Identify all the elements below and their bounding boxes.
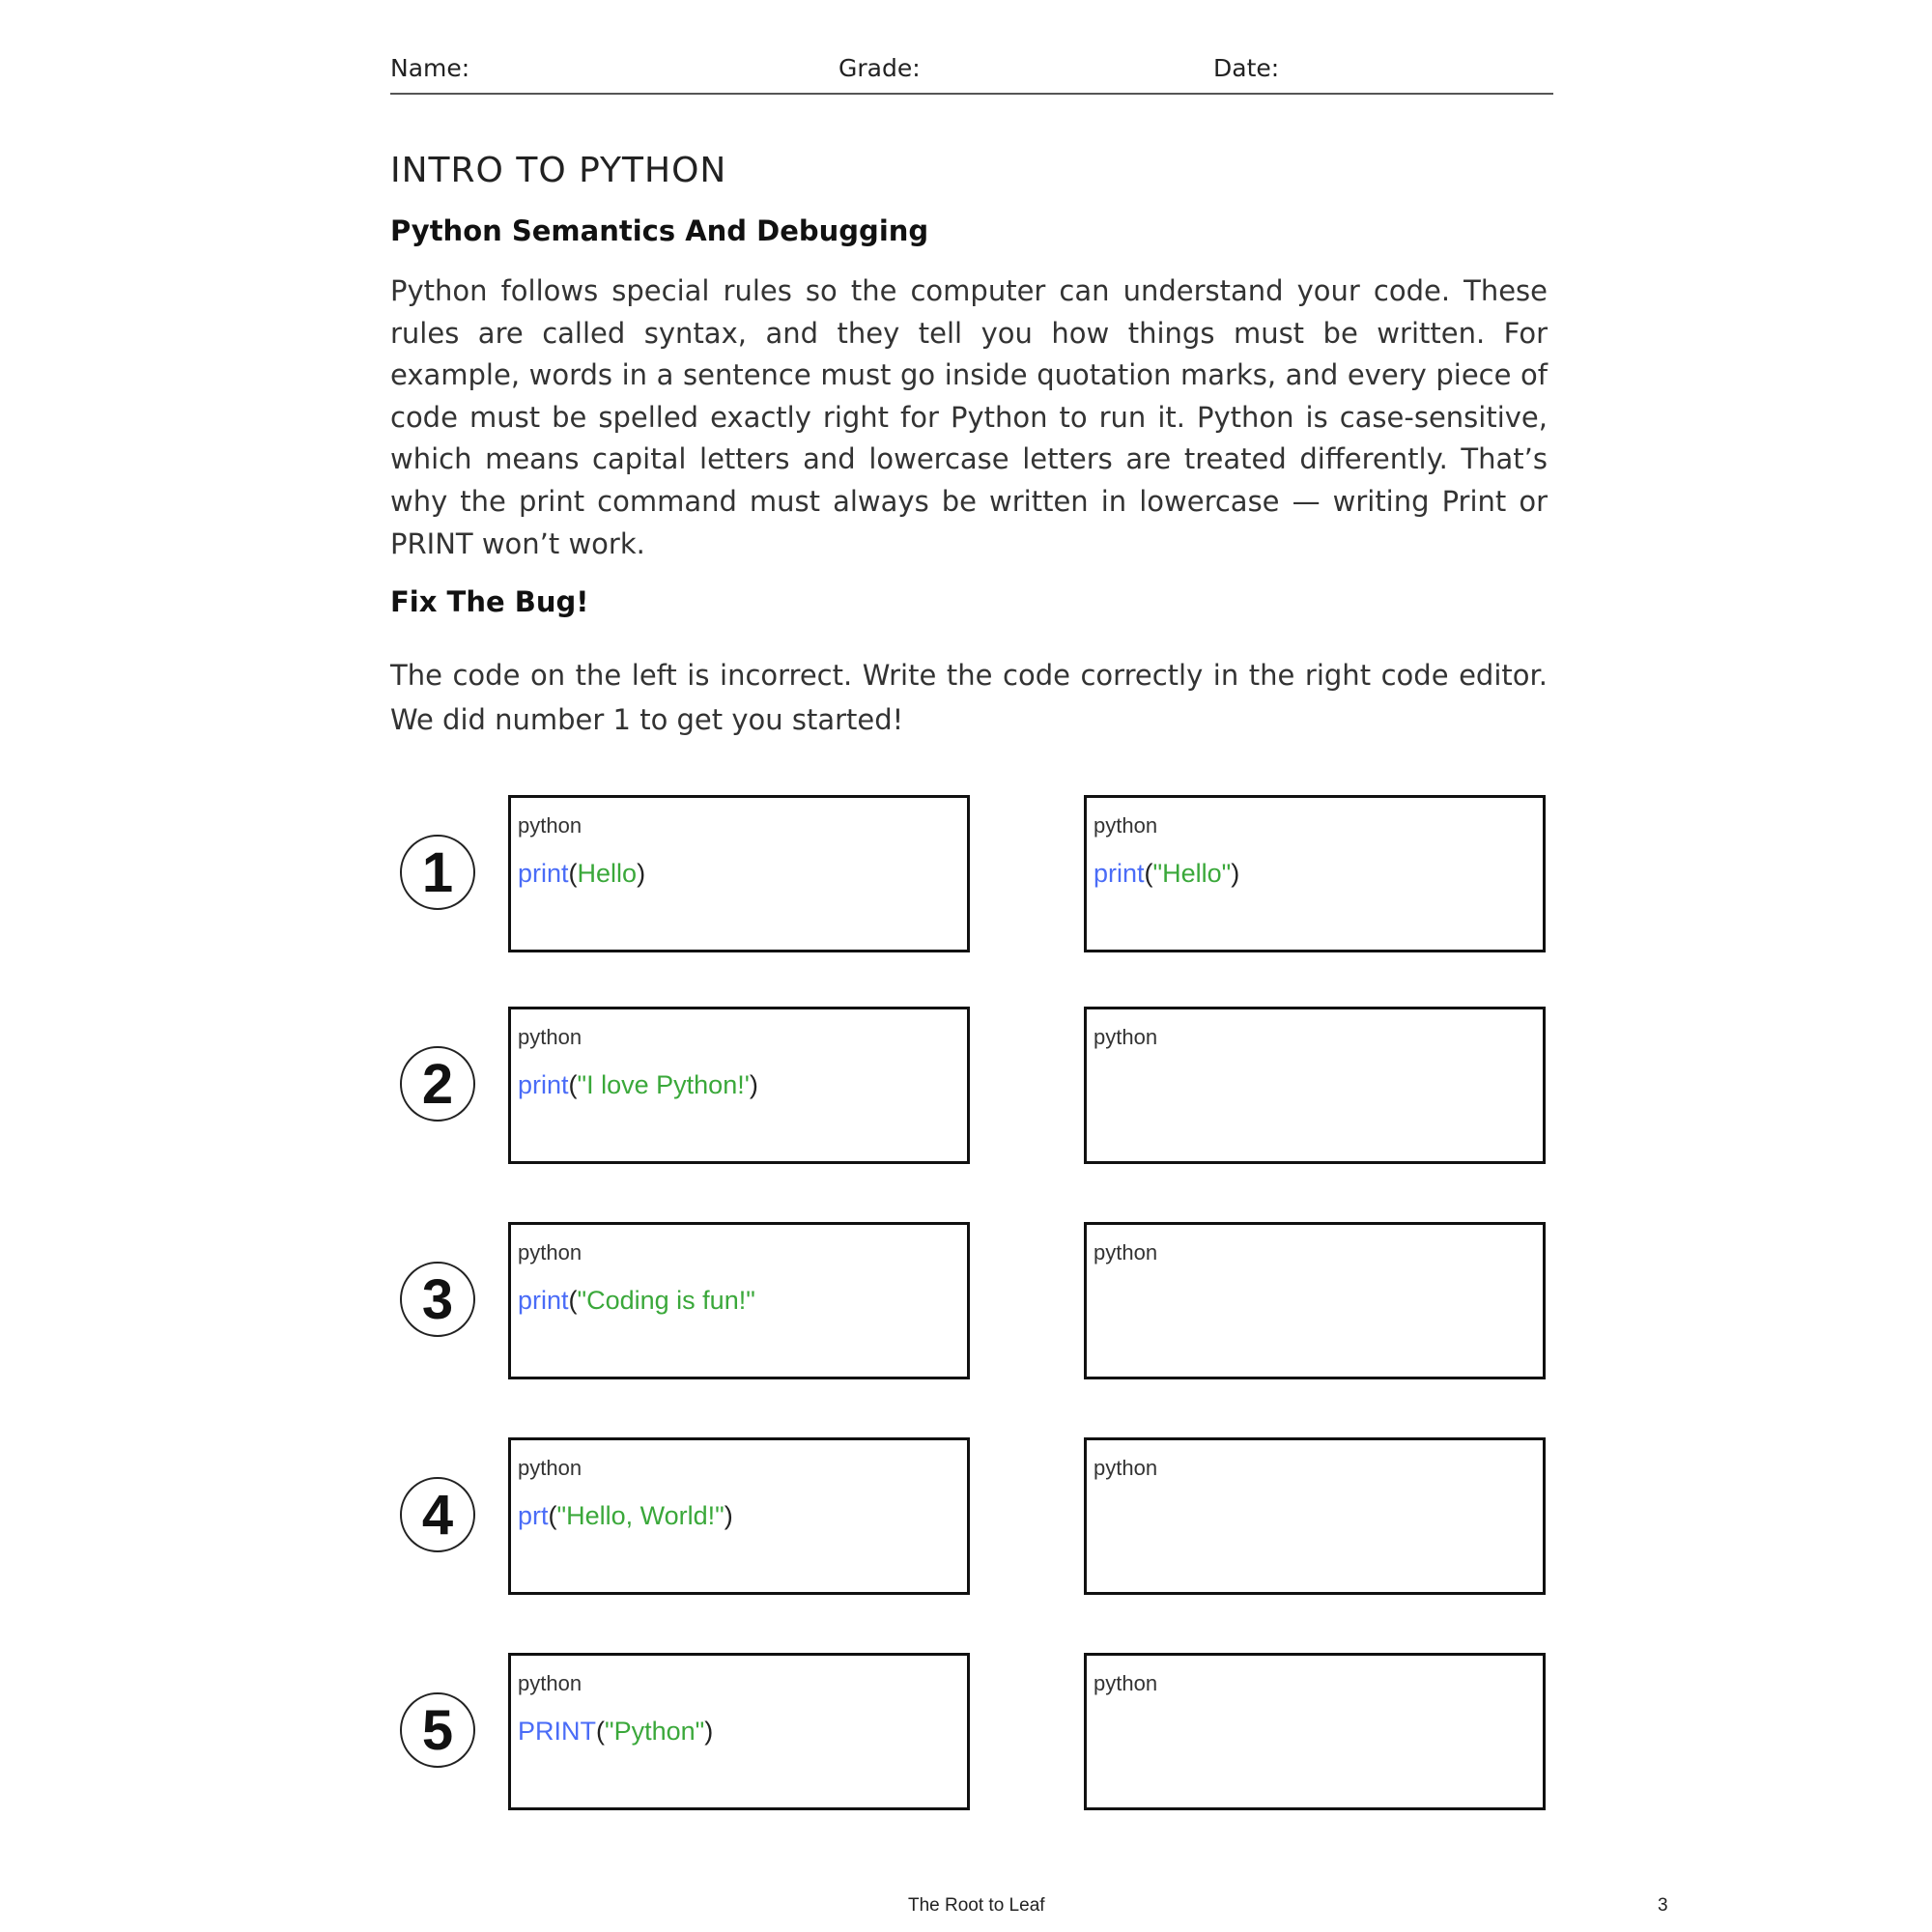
code-function: print	[518, 859, 569, 888]
exercise-number-badge: 5	[400, 1692, 475, 1768]
code-paren-open: (	[548, 1501, 557, 1530]
code-function: print	[518, 1070, 569, 1099]
page-title: INTRO TO PYTHON	[390, 151, 727, 190]
name-label: Name:	[390, 54, 470, 82]
buggy-code-box	[508, 1007, 970, 1164]
code-argument: Hello	[577, 859, 638, 888]
answer-code-editor[interactable]	[1084, 1653, 1546, 1810]
code-line	[518, 1717, 713, 1747]
code-line	[518, 1070, 758, 1100]
code-language-label: python	[518, 1456, 582, 1480]
code-paren-close: )	[1231, 859, 1240, 888]
section-subtitle: Python Semantics And Debugging	[390, 214, 929, 247]
buggy-code-box	[508, 1653, 970, 1810]
code-argument: "I love Python!'	[577, 1070, 750, 1099]
buggy-code-box	[508, 1222, 970, 1379]
header-divider	[390, 93, 1553, 95]
exercise-instructions: The code on the left is incorrect. Write the code correctly in the right code editor. We did number 1 to get you started!	[390, 659, 1548, 736]
intro-paragraph: Python follows special rules so the computer can understand your code. These rules are called syntax, and they tell you how things must be written. For example, words in a sentence must go inside quotation marks, and every piece of code must be spelled exactly right for Python to run it. Python is case-sensitive, which means capital letters and lowercase letters are treated differently. That’s why the print command must always be written in lowercase — writing Print or PRINT won’t work.	[390, 274, 1548, 560]
code-paren-open: (	[568, 1286, 578, 1315]
code-function: prt	[518, 1501, 549, 1530]
answer-code-editor[interactable]	[1084, 795, 1546, 952]
code-argument: "Coding is fun!"	[577, 1286, 755, 1315]
answer-code-editor[interactable]	[1084, 1437, 1546, 1595]
code-argument: "Hello, World!"	[556, 1501, 724, 1530]
code-paren-close: )	[704, 1717, 714, 1746]
code-language-label: python	[1094, 1025, 1158, 1049]
page-number: 3	[1658, 1895, 1668, 1916]
code-language-label: python	[1094, 1456, 1158, 1480]
buggy-code-box	[508, 795, 970, 952]
answer-code-editor[interactable]	[1084, 1222, 1546, 1379]
code-language-label: python	[518, 813, 582, 838]
code-line	[518, 1286, 755, 1316]
code-line	[518, 859, 645, 889]
code-paren-open: (	[568, 1070, 578, 1099]
code-paren-close: )	[724, 1501, 733, 1530]
code-paren-open: (	[1144, 859, 1153, 888]
code-function: PRINT	[518, 1717, 596, 1746]
code-paren-open: (	[596, 1717, 605, 1746]
exercise-number-badge: 1	[400, 835, 475, 910]
code-argument: "Hello"	[1152, 859, 1232, 888]
code-language-label: python	[518, 1025, 582, 1049]
code-language-label: python	[1094, 1240, 1158, 1264]
code-function: print	[518, 1286, 569, 1315]
answer-code-editor[interactable]	[1084, 1007, 1546, 1164]
code-language-label: python	[1094, 1671, 1158, 1695]
code-paren-open: (	[568, 859, 578, 888]
exercise-number-badge: 3	[400, 1262, 475, 1337]
date-label: Date:	[1213, 54, 1280, 82]
grade-label: Grade:	[838, 54, 921, 82]
code-language-label: python	[518, 1671, 582, 1695]
code-line	[1094, 859, 1239, 889]
exercise-number-badge: 4	[400, 1477, 475, 1552]
code-language-label: python	[1094, 813, 1158, 838]
exercise-number-badge: 2	[400, 1046, 475, 1122]
buggy-code-box	[508, 1437, 970, 1595]
code-paren-close: )	[637, 859, 646, 888]
exercise-heading: Fix The Bug!	[390, 585, 589, 618]
code-line	[518, 1501, 733, 1531]
code-function: print	[1094, 859, 1145, 888]
code-paren-close: )	[749, 1070, 758, 1099]
code-language-label: python	[518, 1240, 582, 1264]
code-argument: "Python"	[605, 1717, 705, 1746]
footer-brand: The Root to Leaf	[908, 1895, 1045, 1916]
